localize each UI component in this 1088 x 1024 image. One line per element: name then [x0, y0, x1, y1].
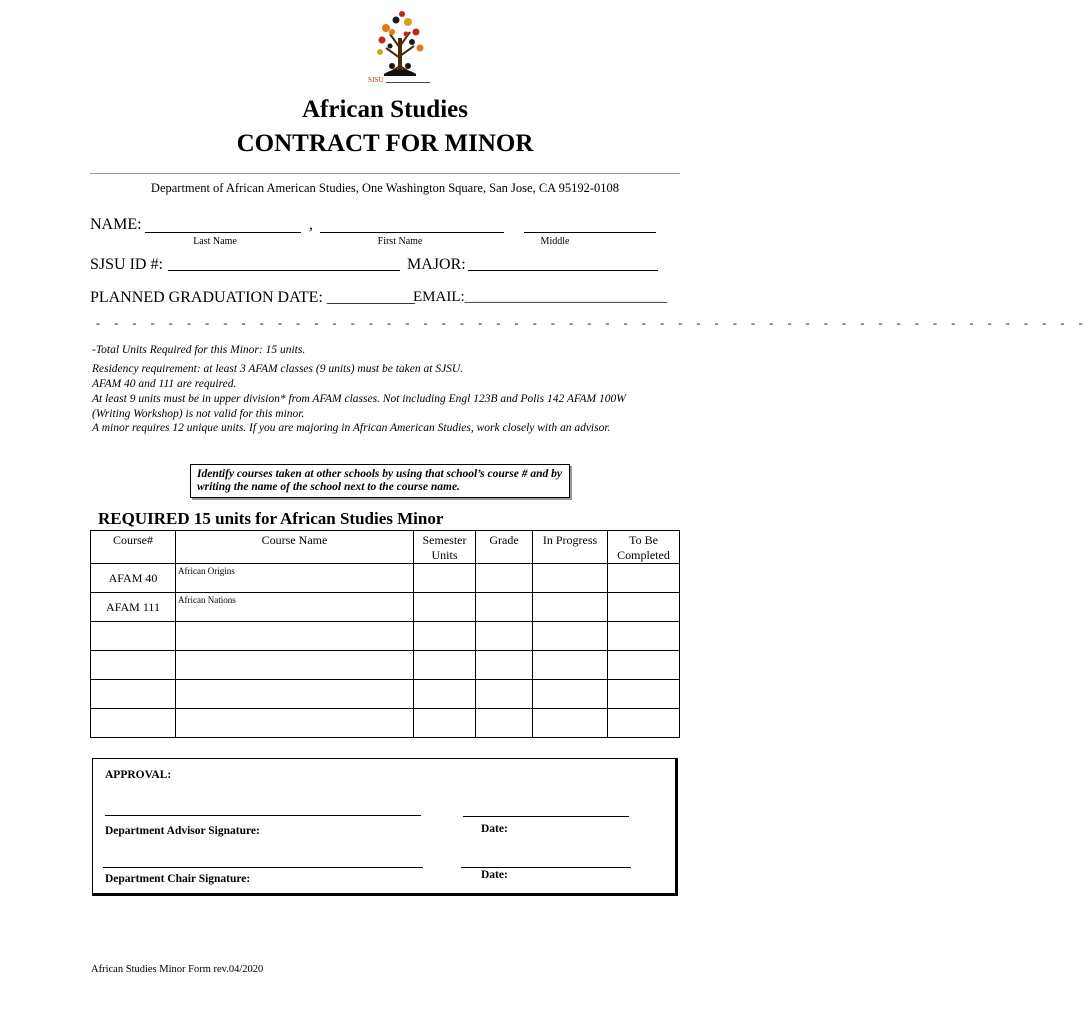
grade-cell[interactable] — [476, 680, 533, 709]
name-comma: , — [309, 216, 313, 233]
semester-units-cell[interactable] — [414, 622, 476, 651]
table-row — [91, 709, 680, 738]
middle-name-caption: Middle — [540, 236, 570, 247]
grade-cell[interactable] — [476, 651, 533, 680]
required-courses-note: AFAM 40 and 111 are required. — [92, 378, 237, 390]
chair-signature-field[interactable] — [103, 867, 423, 868]
in-progress-cell[interactable] — [533, 709, 608, 738]
column-header-course-number: Course# — [91, 531, 176, 564]
semester-units-cell[interactable] — [414, 564, 476, 593]
last-name-caption: Last Name — [193, 236, 237, 247]
semester-units-cell[interactable] — [414, 593, 476, 622]
table-row — [91, 622, 680, 651]
first-name-field[interactable] — [320, 232, 504, 233]
name-label: NAME: — [90, 216, 142, 233]
form-revision-footer: African Studies Minor Form rev.04/2020 — [91, 964, 264, 975]
advisor-date-label: Date: — [481, 823, 508, 835]
course-number-cell[interactable]: AFAM 111 — [91, 593, 176, 622]
graduation-date-field[interactable]: PLANNED GRADUATION DATE: ___________ — [90, 289, 415, 306]
grade-cell[interactable] — [476, 593, 533, 622]
approval-box — [92, 758, 678, 896]
upper-division-note: At least 9 units must be in upper division* from AFAM classes. Not including Engl 123B and Polis 142 AFAM 100W (Writing Workshop) is not valid for this minor. — [92, 393, 626, 420]
total-units-note: -Total Units Required for this Minor: 15 units. — [92, 344, 306, 356]
advisor-date-field[interactable] — [463, 816, 629, 817]
course-name-cell[interactable]: African Nations — [176, 593, 414, 622]
approval-heading: APPROVAL: — [105, 769, 172, 781]
column-header-grade: Grade — [476, 531, 533, 564]
semester-units-cell[interactable] — [414, 709, 476, 738]
in-progress-cell[interactable] — [533, 564, 608, 593]
sjsu-id-field[interactable] — [168, 270, 400, 271]
in-progress-cell[interactable] — [533, 593, 608, 622]
logo-caption: SJSU — [368, 76, 384, 84]
column-header-course-name: Course Name — [176, 531, 414, 564]
advisor-signature-field[interactable] — [105, 815, 421, 816]
to-be-completed-cell[interactable] — [608, 651, 680, 680]
column-header-to-be-completed: To Be Completed — [608, 531, 680, 564]
course-name-cell[interactable]: African Origins — [176, 564, 414, 593]
dashed-divider: - - - - - - - - - - - - - - - - - - - - - - - - - - - - - - - - - - - - - - - - - - - - - - - - - - - - - - - — [96, 316, 1088, 330]
last-name-field[interactable] — [145, 232, 301, 233]
chair-signature-label: Department Chair Signature: — [105, 873, 251, 885]
course-name-cell[interactable] — [176, 651, 414, 680]
required-units-heading: REQUIRED 15 units for African Studies Minor — [98, 509, 444, 528]
in-progress-cell[interactable] — [533, 651, 608, 680]
in-progress-cell[interactable] — [533, 622, 608, 651]
page-title: African Studies — [302, 96, 468, 123]
table-row — [91, 593, 680, 622]
to-be-completed-cell[interactable] — [608, 622, 680, 651]
chair-date-label: Date: — [481, 869, 508, 881]
residency-note: Residency requirement: at least 3 AFAM classes (9 units) must be taken at SJSU. — [92, 363, 464, 375]
table-row — [91, 564, 680, 593]
first-name-caption: First Name — [377, 236, 423, 247]
semester-units-cell[interactable] — [414, 651, 476, 680]
course-number-cell[interactable] — [91, 680, 176, 709]
courses-table — [90, 530, 680, 738]
course-name-cell[interactable] — [176, 709, 414, 738]
sjsu-id-label: SJSU ID #: — [90, 256, 163, 273]
grade-cell[interactable] — [476, 564, 533, 593]
column-header-in-progress: In Progress — [533, 531, 608, 564]
course-name-cell[interactable] — [176, 680, 414, 709]
major-label: MAJOR: — [407, 256, 466, 273]
course-name-cell[interactable] — [176, 622, 414, 651]
identify-courses-note: Identify courses taken at other schools by using that school’s course # and by writing the name of the school next to the course name. — [190, 464, 570, 498]
to-be-completed-cell[interactable] — [608, 680, 680, 709]
sjsu-tree-logo — [366, 8, 436, 88]
table-header-row — [91, 531, 680, 564]
page-subtitle: CONTRACT FOR MINOR — [236, 130, 534, 157]
unique-units-note: A minor requires 12 unique units. If you are majoring in African American Studies, work closely with an advisor. — [92, 422, 611, 434]
chair-date-field[interactable] — [461, 867, 631, 868]
to-be-completed-cell[interactable] — [608, 593, 680, 622]
table-row — [91, 680, 680, 709]
in-progress-cell[interactable] — [533, 680, 608, 709]
department-address: Department of African American Studies, One Washington Square, San Jose, CA 95192-0108 — [150, 181, 620, 195]
table-row — [91, 651, 680, 680]
semester-units-cell[interactable] — [414, 680, 476, 709]
header-divider — [90, 173, 680, 174]
grade-cell[interactable] — [476, 622, 533, 651]
course-number-cell[interactable] — [91, 709, 176, 738]
email-field[interactable]: EMAIL:___________________________ — [413, 289, 668, 305]
course-number-cell[interactable] — [91, 651, 176, 680]
to-be-completed-cell[interactable] — [608, 709, 680, 738]
course-number-cell[interactable]: AFAM 40 — [91, 564, 176, 593]
course-number-cell[interactable] — [91, 622, 176, 651]
major-field[interactable] — [468, 270, 658, 271]
to-be-completed-cell[interactable] — [608, 564, 680, 593]
column-header-semester-units: Semester Units — [414, 531, 476, 564]
middle-name-field[interactable] — [524, 232, 656, 233]
grade-cell[interactable] — [476, 709, 533, 738]
advisor-signature-label: Department Advisor Signature: — [105, 825, 260, 837]
